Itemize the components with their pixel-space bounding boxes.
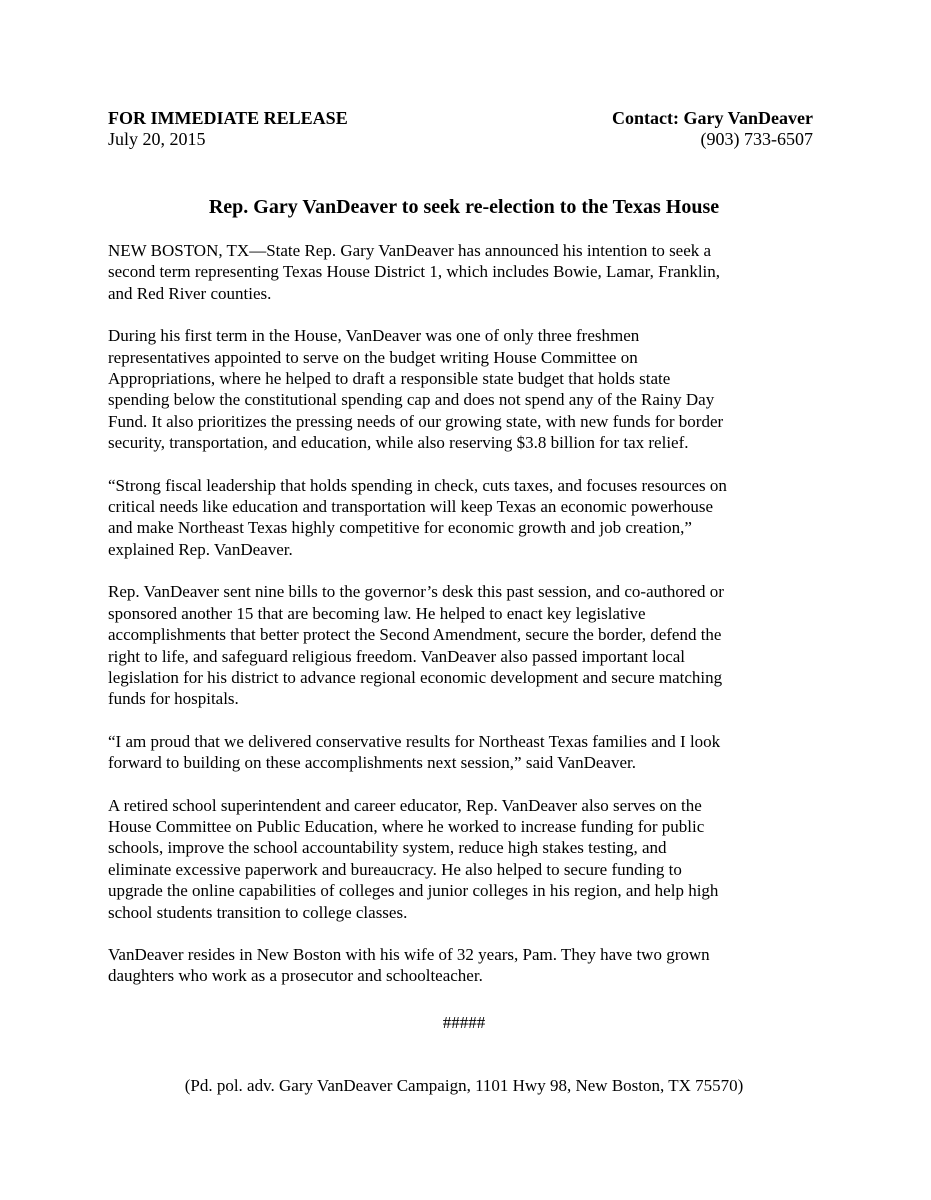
contact-info xyxy=(612,108,813,150)
text-line: funds for hospitals. xyxy=(108,689,239,709)
text-line: VanDeaver resides in New Boston with his wife of 32 years, Pam. They have two grown xyxy=(108,944,710,964)
text-line: and make Northeast Texas highly competitive for economic growth and job creation,” xyxy=(108,518,692,538)
press-release-title: Rep. Gary VanDeaver to seek re-election to the Texas House xyxy=(208,196,720,218)
press-release-body xyxy=(108,240,824,1008)
contact-phone: (903) 733-6507 xyxy=(700,129,813,149)
text-line: spending below the constitutional spending cap and does not spend any of the Rainy Day xyxy=(108,390,715,410)
text-line: representatives appointed to serve on the budget writing House Committee on xyxy=(108,347,638,367)
paragraph-first-term xyxy=(108,325,824,453)
text-line: A retired school superintendent and career educator, Rep. VanDeaver also serves on the xyxy=(108,795,702,815)
text-line: second term representing Texas House District 1, which includes Bowie, Lamar, Franklin, xyxy=(108,262,721,282)
text-line: and Red River counties. xyxy=(108,283,272,303)
text-line: During his first term in the House, VanDeaver was one of only three freshmen xyxy=(108,326,640,346)
text-line: daughters who work as a prosecutor and schoolteacher. xyxy=(108,966,483,986)
paragraph-announcement xyxy=(108,240,824,304)
text-line: eliminate excessive paperwork and bureaucracy. He also helped to secure funding to xyxy=(108,859,682,879)
text-line: House Committee on Public Education, where he worked to increase funding for public xyxy=(108,816,705,836)
release-info xyxy=(108,108,348,150)
contact-name: Contact: Gary VanDeaver xyxy=(612,108,813,128)
text-line: accomplishments that better protect the Second Amendment, secure the border, defend the xyxy=(108,625,722,645)
text-line: school students transition to college classes. xyxy=(108,902,408,922)
text-line: explained Rep. VanDeaver. xyxy=(108,539,293,559)
text-line: Rep. VanDeaver sent nine bills to the governor’s desk this past session, and co-authored or xyxy=(108,582,724,602)
text-line: sponsored another 15 that are becoming law. He helped to enact key legislative xyxy=(108,603,646,623)
end-of-release-mark: ##### xyxy=(442,1013,486,1032)
text-line: “Strong fiscal leadership that holds spending in check, cuts taxes, and focuses resources on xyxy=(108,475,727,495)
paragraph-family xyxy=(108,944,824,987)
paragraph-bills xyxy=(108,581,824,709)
text-line: “I am proud that we delivered conservative results for Northeast Texas families and I look xyxy=(108,731,721,751)
paragraph-quote-fiscal xyxy=(108,475,824,561)
paragraph-education xyxy=(108,795,824,923)
release-date: July 20, 2015 xyxy=(108,129,206,149)
text-line: right to life, and safeguard religious freedom. VanDeaver also passed important local xyxy=(108,646,686,666)
release-header xyxy=(108,108,813,154)
text-line: Fund. It also prioritizes the pressing needs of our growing state, with new funds for border xyxy=(108,411,724,431)
text-line: critical needs like education and transportation will keep Texas an economic powerhouse xyxy=(108,497,714,517)
text-line: schools, improve the school accountability system, reduce high stakes testing, and xyxy=(108,838,667,858)
text-line: security, transportation, and education, while also reserving $3.8 billion for tax relief. xyxy=(108,433,689,453)
text-line: Appropriations, where he helped to draft a responsible state budget that holds state xyxy=(108,369,671,389)
text-line: legislation for his district to advance regional economic development and secure matching xyxy=(108,667,723,687)
text-line: NEW BOSTON, TX—State Rep. Gary VanDeaver has announced his intention to seek a xyxy=(108,241,712,260)
text-line: forward to building on these accomplishments next session,” said VanDeaver. xyxy=(108,753,636,773)
paragraph-quote-proud xyxy=(108,731,824,774)
release-label: FOR IMMEDIATE RELEASE xyxy=(108,108,348,128)
paid-political-disclaimer: (Pd. pol. adv. Gary VanDeaver Campaign, 1101 Hwy 98, New Boston, TX 75570) xyxy=(184,1076,744,1095)
text-line: upgrade the online capabilities of colleges and junior colleges in his region, and help high xyxy=(108,881,719,901)
